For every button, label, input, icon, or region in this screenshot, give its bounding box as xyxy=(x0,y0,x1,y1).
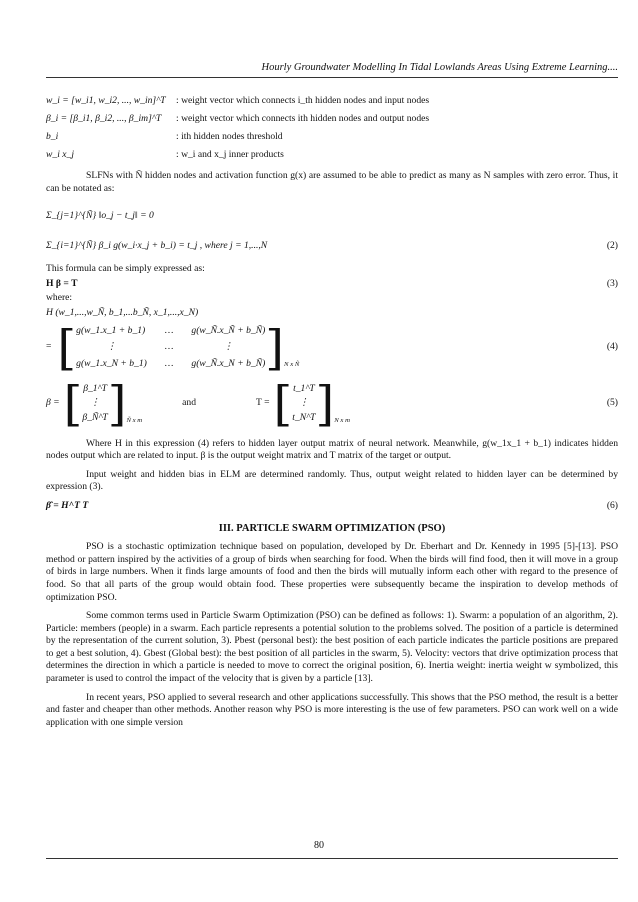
matrix-cell: ⋮ xyxy=(223,341,234,353)
equation-5: β = [ β_1^T ⋮ β_Ñ^T ] $_{Ñ x m}$ and T = [ t_1^T ⋮ t_N^T ] $_{N x m}$ (5) xyxy=(46,375,618,432)
t-vector xyxy=(292,383,315,425)
matrix-cell: … xyxy=(164,357,174,369)
definition-desc: : w_i and x_j inner products xyxy=(176,148,284,160)
equation-number: (3) xyxy=(606,277,618,289)
matrix-cell: g(w_Ñ.x_Ñ + b_Ñ) xyxy=(191,324,266,336)
equation-h-args: H (w_1,...,w_Ñ, b_1,...b_Ñ, x_1,...,x_N) xyxy=(46,306,199,318)
vector-cell: t_N^T xyxy=(292,411,316,423)
paragraph-pso-1: PSO is a stochastic optimization technique based on population, developed by Dr. Eberhart and Dr. Kennedy in 1995 [5]-[13]. PSO method or pattern inspired by the activities of a group of birds when searching for food. When the birds will find food, then it will move in a group of birds in large numbers. When it finds large amounts of food and then the birds will mutually inform each other with regard to the presence of food. So that all parts of the group would obtain food. These properties were subsequently became the inspiration to develop methods of optimization PSO. xyxy=(46,541,618,603)
definition-row xyxy=(46,146,618,164)
definition-row xyxy=(46,128,618,146)
definitions-list xyxy=(46,92,618,164)
matrix-left-bracket: [ xyxy=(57,319,77,376)
matrix-cells xyxy=(76,325,265,371)
running-header: Hourly Groundwater Modelling In Tidal Lowlands Areas Using Extreme Learning.... xyxy=(261,62,618,73)
paragraph-pso-2: Some common terms used in Particle Swarm Optimization (PSO) can be defined as follows: 1). Swarm: a population of an algorithm, 2). Particle: members (people) in a swarm. Each particle represents a potential solution to the problems solved. The position of a particle is determined by the representation of the current solution, 3). Pbest (personal best): the best position of each particle indicates the particle positions are prepared to get a best solution, 4). Gbest (Global best): the best position of all particles in the swarm, 5). Velocity: vectors that drive optimization process that determines the direction in which a particle is needed to move to correct the original position, 6). Inertia weight: inertia weight w symbolized, this parameter is used to control the impact of the velocity that is given by a particle [13]. xyxy=(46,610,618,685)
equation-number: (6) xyxy=(606,499,618,511)
beta-vector xyxy=(82,383,107,425)
equation-number: (4) xyxy=(606,341,618,353)
paragraph-pso-3: In recent years, PSO applied to several research and other applications successfully. This shows that the PSO method, the result is a better and faster and cheaper than other methods. Another reason why PSO is more interesting is the use of few parameters. PSO can work well on a wide application with one simple version xyxy=(46,691,618,728)
matrix-dims: N x Ñ xyxy=(284,360,300,368)
matrix-cell: … xyxy=(164,324,174,336)
section-title: III. PARTICLE SWARM OPTIMIZATION (PSO) xyxy=(218,522,446,534)
definition-symbol: b_i xyxy=(46,130,59,142)
beta-label: β = xyxy=(46,397,60,409)
paragraph-where-h: Where H in this expression (4) refers to hidden layer output matrix of neural network. Meanwhile, g(w_1x_1 + b_1) indicates hidden nodes output which are related to input. β is the output weight matrix and T matrix of the target or output. xyxy=(46,437,618,462)
equation-2 xyxy=(46,231,618,261)
definition-desc: : weight vector which connects ith hidden nodes and output nodes xyxy=(176,112,430,124)
equation-text: β̂ = H^T T xyxy=(46,499,89,511)
equation-3 xyxy=(46,278,618,291)
t-dims: N x m xyxy=(334,416,350,424)
equation-6 xyxy=(46,500,618,513)
page-number: 80 xyxy=(314,840,324,851)
footer-rule xyxy=(46,858,618,859)
and-text: and xyxy=(182,397,197,409)
matrix-cell: g(w_1.x_N + b_1) xyxy=(76,357,147,369)
definition-row xyxy=(46,92,618,110)
definition-symbol: β_i = [β_i1, β_i2, ..., β_im]^T xyxy=(46,112,162,124)
t-label: T = xyxy=(256,397,270,409)
equation-text: Σ_{j=1}^{Ñ} ‖o_j − t_j‖ = 0 xyxy=(46,209,154,221)
definition-symbol: w_i = [w_i1, w_i2, ..., w_in]^T xyxy=(46,94,166,106)
where-label: where: xyxy=(46,292,73,304)
definition-row xyxy=(46,110,618,128)
paragraph-input-weight: Input weight and hidden bias in ELM are determined randomly. Thus, output weight related to hidden layer can be determined by expression (3). xyxy=(46,468,618,493)
paragraph-slfn: SLFNs with Ñ hidden nodes and activation function g(x) are assumed to be able to predict as many as N samples with zero error. Thus, it can be notated as: xyxy=(46,170,618,194)
equation-sum-zero xyxy=(46,201,618,231)
definition-symbol: w_i x_j xyxy=(46,148,74,160)
matrix-cell: ⋮ xyxy=(106,341,117,353)
main-content xyxy=(46,92,618,735)
definition-desc: : weight vector which connects i_th hidden nodes and input nodes xyxy=(176,94,430,106)
vector-cell: ⋮ xyxy=(90,397,100,409)
matrix-cell: … xyxy=(164,341,174,353)
header-rule xyxy=(46,77,618,78)
beta-dims: Ñ x m xyxy=(126,416,143,424)
vector-cell: β_1^T xyxy=(83,382,107,394)
matrix-cell: g(w_Ñ.x_N + b_Ñ) xyxy=(191,357,266,369)
matrix-right-bracket: ] xyxy=(265,319,285,376)
vector-cell: β_Ñ^T xyxy=(82,411,108,423)
definition-desc: : ith hidden nodes threshold xyxy=(176,130,283,142)
equation-4 xyxy=(46,320,618,376)
paragraph-simple: This formula can be simply expressed as: xyxy=(46,263,205,275)
equation-text: H β = T xyxy=(46,277,78,289)
vector-cell: t_1^T xyxy=(293,382,315,394)
equation-number: (5) xyxy=(606,397,618,409)
equation-text: Σ_{i=1}^{Ñ} β_i g(w_i·x_j + b_i) = t_j , where j = 1,...,N xyxy=(46,239,268,251)
matrix-cell: g(w_1.x_1 + b_1) xyxy=(76,324,146,336)
vector-cell: ⋮ xyxy=(299,397,309,409)
matrix-h: = [ g(w_1.x_1 + b_1) … g(w_Ñ.x_Ñ + b_Ñ) ⋮ … ⋮ g(w_1.x_N + b_1) … g(w_Ñ.x_N + b_Ñ) ] $_{N x Ñ}$ xyxy=(46,319,300,376)
equation-number: (2) xyxy=(606,239,618,251)
